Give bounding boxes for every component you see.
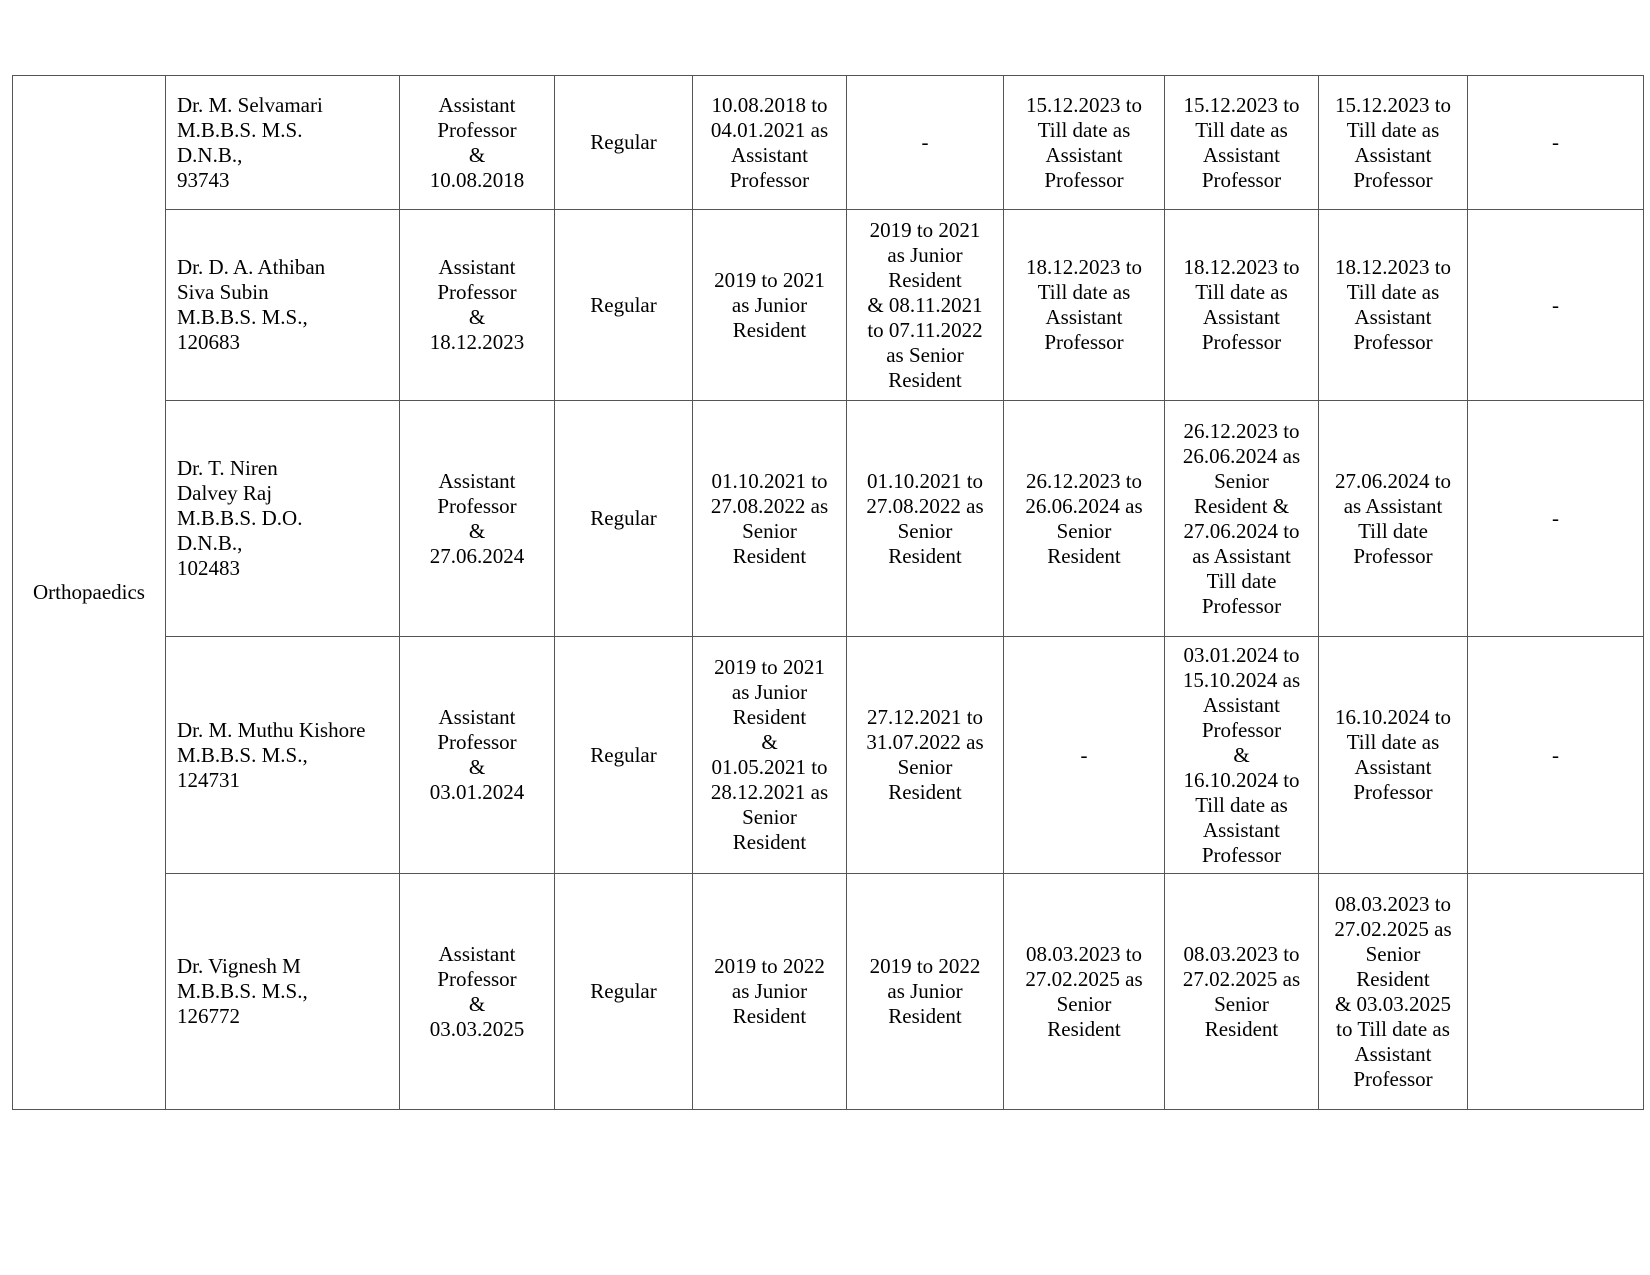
experience-cell: 18.12.2023 to Till date as Assistant Professor [1165, 210, 1319, 401]
experience-cell: 08.03.2023 to 27.02.2025 as Senior Resident [1004, 874, 1165, 1110]
experience-cell: 2019 to 2021 as Junior Resident & 08.11.2021 to 07.11.2022 as Senior Resident [847, 210, 1004, 401]
experience-cell: 2019 to 2022 as Junior Resident [693, 874, 847, 1110]
experience-cell: 18.12.2023 to Till date as Assistant Professor [1004, 210, 1165, 401]
experience-cell: 2019 to 2021 as Junior Resident & 01.05.2021 to 28.12.2021 as Senior Resident [693, 637, 847, 874]
table-row [13, 401, 1644, 637]
faculty-table [12, 75, 1644, 1110]
faculty-name-cell: Dr. M. Selvamari M.B.B.S. M.S. D.N.B., 93743 [166, 76, 400, 210]
designation-cell: Assistant Professor & 03.01.2024 [400, 637, 555, 874]
experience-cell: 08.03.2023 to 27.02.2025 as Senior Resident & 03.03.2025 to Till date as Assistant Professor [1319, 874, 1468, 1110]
experience-cell: 08.03.2023 to 27.02.2025 as Senior Resident [1165, 874, 1319, 1110]
experience-cell: 2019 to 2022 as Junior Resident [847, 874, 1004, 1110]
experience-cell: 10.08.2018 to 04.01.2021 as Assistant Professor [693, 76, 847, 210]
experience-cell: 26.12.2023 to 26.06.2024 as Senior Resident [1004, 401, 1165, 637]
faculty-name-cell: Dr. T. Niren Dalvey Raj M.B.B.S. D.O. D.N.B., 102483 [166, 401, 400, 637]
designation-cell: Assistant Professor & 03.03.2025 [400, 874, 555, 1110]
experience-cell: 27.12.2021 to 31.07.2022 as Senior Resident [847, 637, 1004, 874]
experience-cell: 18.12.2023 to Till date as Assistant Professor [1319, 210, 1468, 401]
experience-cell: - [1468, 637, 1644, 874]
experience-cell: 26.12.2023 to 26.06.2024 as Senior Resident & 27.06.2024 to as Assistant Till date Professor [1165, 401, 1319, 637]
experience-cell [1468, 874, 1644, 1110]
department-cell: Orthopaedics [13, 76, 166, 1110]
nature-cell: Regular [555, 401, 693, 637]
experience-cell: 15.12.2023 to Till date as Assistant Professor [1319, 76, 1468, 210]
experience-cell: 16.10.2024 to Till date as Assistant Professor [1319, 637, 1468, 874]
table-row [13, 874, 1644, 1110]
experience-cell: - [1468, 76, 1644, 210]
nature-cell: Regular [555, 210, 693, 401]
table-row [13, 210, 1644, 401]
experience-cell: 27.06.2024 to as Assistant Till date Professor [1319, 401, 1468, 637]
faculty-name-cell: Dr. D. A. Athiban Siva Subin M.B.B.S. M.S., 120683 [166, 210, 400, 401]
designation-cell: Assistant Professor & 27.06.2024 [400, 401, 555, 637]
nature-cell: Regular [555, 76, 693, 210]
designation-cell: Assistant Professor & 10.08.2018 [400, 76, 555, 210]
experience-cell: - [1468, 210, 1644, 401]
experience-cell: - [1004, 637, 1165, 874]
experience-cell: 03.01.2024 to 15.10.2024 as Assistant Professor & 16.10.2024 to Till date as Assistant Professor [1165, 637, 1319, 874]
faculty-name-cell: Dr. Vignesh M M.B.B.S. M.S., 126772 [166, 874, 400, 1110]
experience-cell: 15.12.2023 to Till date as Assistant Professor [1004, 76, 1165, 210]
experience-cell: 15.12.2023 to Till date as Assistant Professor [1165, 76, 1319, 210]
designation-cell: Assistant Professor & 18.12.2023 [400, 210, 555, 401]
faculty-name-cell: Dr. M. Muthu Kishore M.B.B.S. M.S., 124731 [166, 637, 400, 874]
experience-cell: 01.10.2021 to 27.08.2022 as Senior Resident [693, 401, 847, 637]
experience-cell: 2019 to 2021 as Junior Resident [693, 210, 847, 401]
table-row [13, 637, 1644, 874]
nature-cell: Regular [555, 637, 693, 874]
experience-cell: - [847, 76, 1004, 210]
table-row [13, 76, 1644, 210]
nature-cell: Regular [555, 874, 693, 1110]
experience-cell: - [1468, 401, 1644, 637]
experience-cell: 01.10.2021 to 27.08.2022 as Senior Resident [847, 401, 1004, 637]
